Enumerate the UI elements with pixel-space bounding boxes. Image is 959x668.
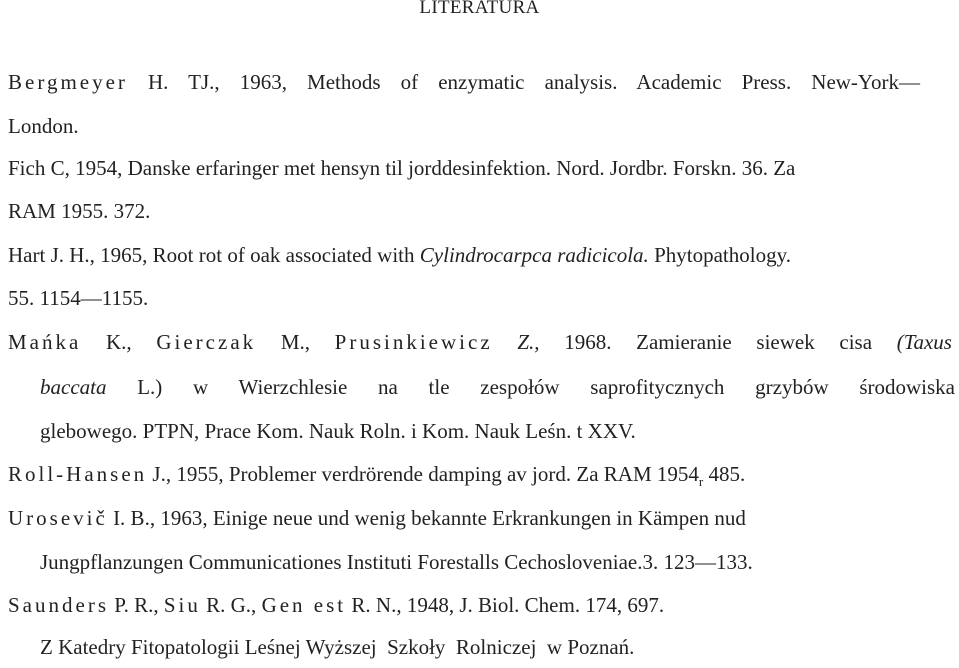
section-title: LITERATURA — [419, 0, 540, 18]
species-name: Cylindrocarpca radicicola. — [419, 243, 649, 267]
reference-text: 1968. Zamieranie siewek cisa — [539, 330, 897, 354]
reference-bergmeyer-line-1 — [8, 72, 920, 93]
reference-hart-line-2: 55. 1154—1155. — [8, 286, 149, 310]
reference-roll-hansen-line-1 — [8, 462, 746, 489]
author-name: Bergmeyer — [8, 70, 128, 94]
author-name: Saunders — [8, 593, 109, 617]
reference-saunders-line-1 — [8, 595, 664, 616]
reference-fich-line-1: Fich C, 1954, Danske erfaringer met hensyn til jorddesinfektion. Nord. Jordbr. Forskn. 36. Za — [8, 156, 796, 180]
reference-text: Hart J. H., 1965, Root rot of oak associated with — [8, 243, 420, 267]
reference-manka-line-1 — [8, 332, 952, 353]
affiliation-note: Z Katedry Fitopatologii Leśnej Wyższej Szkoły Rolniczej w Poznań. — [40, 635, 635, 659]
reference-bergmeyer-line-2: London. — [8, 114, 79, 138]
reference-text: J., 1955, Problemer verdrörende damping av jord. Za RAM 1954 — [147, 462, 699, 486]
author-name: Gen est — [261, 593, 347, 617]
reference-urosevic-line-2: Jungpflanzungen Communicationes Instituti Forestalls Cechosloveniae.3. 123—133. — [40, 550, 753, 574]
reference-hart-line-1 — [8, 245, 791, 266]
author-name: Mańka — [8, 330, 82, 354]
reference-text: M., — [256, 330, 335, 354]
reference-manka-line-2 — [40, 377, 955, 398]
reference-text: Z., — [492, 330, 540, 354]
reference-text: P. R., — [109, 593, 164, 617]
reference-text: H. TJ., 1963, Methods of enzymatic analysis. Academic Press. New-York— — [127, 70, 920, 94]
reference-text: 485. — [703, 462, 746, 486]
reference-manka-line-3: glebowego. PTPN, Prace Kom. Nauk Roln. i Kom. Nauk Leśn. t XXV. — [40, 419, 636, 443]
reference-text: I. B., 1963, Einige neue und wenig bekannte Erkrankungen in Kämpen nud — [107, 506, 746, 530]
author-name: Siu — [163, 593, 201, 617]
author-name: Roll-Hansen — [8, 462, 148, 486]
reference-text: L.) w Wierzchlesie na tle zespołów saprofitycznych grzybów środowiska — [106, 375, 955, 399]
author-name: Urosevič — [8, 506, 108, 530]
subscript: r — [698, 474, 704, 489]
reference-text: K., — [81, 330, 157, 354]
author-name: Gierczak — [156, 330, 257, 354]
reference-text: Phytopathology. — [648, 243, 791, 267]
species-name: (Taxus — [896, 330, 952, 354]
reference-fich-line-2: RAM 1955. 372. — [8, 199, 151, 223]
author-name: Prusinkiewicz — [334, 330, 493, 354]
reference-text: R. G., — [200, 593, 262, 617]
species-name: baccata — [40, 375, 107, 399]
reference-text: R. N., 1948, J. Biol. Chem. 174, 697. — [346, 593, 665, 617]
reference-urosevic-line-1 — [8, 508, 746, 529]
